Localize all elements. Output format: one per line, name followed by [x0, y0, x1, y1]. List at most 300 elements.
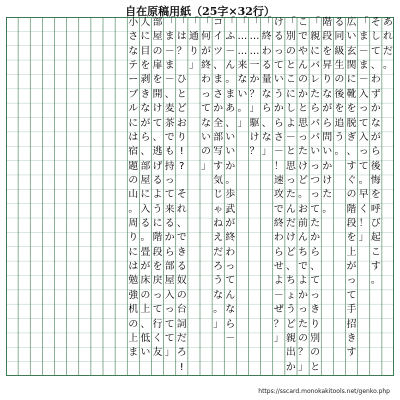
manuscript-char: さ — [213, 88, 224, 100]
manuscript-char: 開 — [152, 88, 163, 100]
manuscript-char: パ — [310, 131, 321, 143]
manuscript-char: で — [176, 232, 187, 244]
manuscript-char: あ — [225, 103, 236, 115]
manuscript-char: 。 — [225, 174, 236, 186]
manuscript-char: い — [322, 146, 333, 158]
manuscript-char: 」 — [273, 332, 284, 344]
manuscript-char: の — [285, 45, 296, 57]
manuscript-column — [67, 17, 79, 376]
manuscript-char: 低 — [140, 332, 151, 344]
manuscript-char: い — [225, 131, 236, 143]
manuscript-char: 昇 — [322, 60, 333, 72]
manuscript-char: ら — [310, 103, 321, 115]
manuscript-char — [176, 60, 188, 74]
manuscript-char: の — [298, 74, 308, 86]
manuscript-char: て — [164, 189, 175, 201]
manuscript-char: か — [285, 361, 296, 373]
manuscript-column — [188, 17, 200, 376]
manuscript-char: 問 — [322, 131, 333, 143]
manuscript-char: た — [298, 146, 308, 158]
manuscript-char: が — [322, 103, 333, 115]
manuscript-char: 麦 — [164, 103, 175, 115]
manuscript-char: だ — [382, 45, 393, 57]
manuscript-column — [200, 17, 212, 376]
manuscript-char: ま — [213, 74, 224, 86]
manuscript-char: 」 — [261, 146, 272, 158]
manuscript-char: 追 — [334, 117, 345, 129]
manuscript-char: レ — [310, 74, 321, 86]
manuscript-char: 奴 — [176, 275, 187, 287]
manuscript-char: っ — [298, 131, 308, 143]
manuscript-char: 、 — [285, 261, 296, 273]
manuscript-char: わ — [225, 246, 236, 258]
manuscript-char: ル — [128, 103, 139, 115]
manuscript-char: 。 — [213, 304, 224, 316]
manuscript-char: ず — [370, 88, 381, 100]
manuscript-char: り — [188, 45, 199, 57]
manuscript-char: り — [128, 232, 139, 244]
manuscript-char: ん — [298, 60, 308, 72]
manuscript-char: 小 — [128, 17, 139, 28]
manuscript-char: き — [140, 88, 151, 100]
manuscript-char: っ — [310, 189, 321, 201]
manuscript-char: ぐ — [346, 174, 357, 186]
manuscript-char: 「 — [261, 17, 272, 28]
manuscript-char: り — [322, 74, 333, 86]
manuscript-char: の — [152, 45, 163, 57]
manuscript-char: 上 — [346, 246, 357, 258]
manuscript-char: か — [298, 88, 308, 100]
manuscript-char: け — [322, 174, 333, 186]
manuscript-char: 上 — [128, 332, 139, 344]
manuscript-char: の — [310, 347, 321, 359]
manuscript-char: に — [310, 45, 321, 57]
manuscript-char: い — [237, 88, 248, 100]
manuscript-char: る — [261, 60, 272, 72]
manuscript-char: ！ — [358, 218, 369, 230]
manuscript-char: 終 — [273, 218, 284, 230]
manuscript-char: 後 — [370, 160, 381, 172]
manuscript-char: 床 — [140, 275, 151, 287]
manuscript-char: て — [201, 103, 211, 115]
manuscript-char: ぜ — [273, 304, 284, 316]
manuscript-char: 部 — [164, 261, 175, 273]
manuscript-char: 詞 — [176, 318, 187, 330]
manuscript-char: て — [152, 304, 163, 316]
manuscript-char: 畳 — [140, 246, 151, 258]
manuscript-char: う — [334, 131, 345, 143]
manuscript-char: ら — [140, 131, 151, 143]
manuscript-char: 、 — [164, 88, 175, 100]
manuscript-char: な — [128, 45, 139, 57]
manuscript-char: 終 — [201, 60, 211, 72]
manuscript-char: ど — [285, 318, 296, 330]
manuscript-char: た — [310, 88, 321, 100]
manuscript-char: ね — [213, 218, 224, 230]
manuscript-char: 入 — [140, 203, 151, 215]
manuscript-char: え — [213, 232, 224, 244]
manuscript-char: だ — [285, 218, 296, 230]
manuscript-char: れ — [176, 203, 187, 215]
manuscript-char: て — [310, 203, 321, 215]
manuscript-char: か — [310, 232, 321, 244]
manuscript-char: 、 — [310, 261, 321, 273]
manuscript-char: 悔 — [370, 174, 381, 186]
manuscript-char: か — [322, 160, 333, 172]
manuscript-char: 目 — [140, 45, 151, 57]
manuscript-char: て — [358, 160, 369, 172]
manuscript-column — [91, 17, 103, 376]
manuscript-char: い — [310, 146, 321, 158]
manuscript-char: 駆 — [249, 117, 260, 129]
manuscript-char: い — [225, 146, 236, 158]
manuscript-char: と — [285, 146, 296, 158]
footer-url: https://sscard.monokakitools.net/genko.php — [258, 388, 390, 395]
manuscript-char: の — [201, 146, 211, 158]
manuscript-char: こ — [285, 74, 296, 86]
manuscript-char: 親 — [285, 332, 296, 344]
manuscript-char: す — [213, 160, 224, 172]
manuscript-char: 行 — [152, 318, 163, 330]
manuscript-char: げ — [152, 160, 163, 172]
manuscript-char: 生 — [334, 60, 345, 72]
manuscript-char: っ — [358, 146, 369, 158]
manuscript-char: 段 — [322, 31, 333, 43]
manuscript-char: か — [249, 74, 260, 86]
manuscript-char: る — [176, 261, 187, 273]
manuscript-char: － — [164, 74, 175, 86]
manuscript-char: 。 — [334, 146, 345, 158]
manuscript-char: 終 — [225, 232, 236, 244]
manuscript-char: 。 — [140, 232, 151, 244]
manuscript-char: 前 — [298, 218, 308, 230]
manuscript-char: と — [285, 60, 296, 72]
manuscript-char: に — [128, 246, 139, 258]
manuscript-char: で — [273, 203, 284, 215]
manuscript-char: っ — [310, 160, 321, 172]
manuscript-char: こ — [298, 17, 308, 28]
manuscript-char: ？ — [176, 45, 187, 57]
manuscript-char: だ — [176, 332, 187, 344]
manuscript-char: 勉 — [128, 275, 139, 287]
manuscript-column — [309, 17, 321, 376]
manuscript-column — [382, 17, 394, 376]
manuscript-column — [236, 17, 248, 376]
manuscript-char: … — [249, 45, 260, 57]
manuscript-char: け — [285, 232, 296, 244]
manuscript-char: 。 — [322, 203, 333, 215]
manuscript-char: き — [346, 332, 357, 344]
manuscript-column — [115, 17, 127, 376]
manuscript-char: け — [298, 160, 308, 172]
manuscript-char: 部 — [152, 17, 163, 28]
manuscript-char: ま — [358, 31, 369, 43]
manuscript-char: す — [346, 347, 357, 359]
manuscript-char: … — [237, 45, 248, 57]
manuscript-char: よ — [285, 117, 296, 129]
manuscript-char: う — [285, 304, 296, 316]
manuscript-char: ろ — [176, 347, 187, 359]
manuscript-char: 」 — [249, 103, 260, 115]
manuscript-char: 終 — [261, 31, 272, 43]
manuscript-char: パ — [310, 117, 321, 129]
manuscript-char: て — [370, 45, 381, 57]
manuscript-char: 歩 — [225, 189, 236, 201]
manuscript-char: い — [346, 31, 357, 43]
manuscript-char: － — [273, 289, 284, 301]
manuscript-char: 、 — [225, 117, 236, 129]
manuscript-char: ど — [285, 246, 296, 258]
manuscript-char: 。 — [298, 189, 308, 201]
manuscript-char: な — [201, 117, 211, 129]
manuscript-column — [164, 17, 176, 376]
manuscript-char: を — [152, 261, 163, 273]
manuscript-char: 同 — [334, 31, 345, 43]
manuscript-char: を — [334, 103, 345, 115]
manuscript-char: さ — [273, 131, 284, 143]
manuscript-char: 階 — [322, 17, 333, 28]
manuscript-char: 出 — [285, 347, 296, 359]
manuscript-char: 攻 — [273, 189, 284, 201]
manuscript-char: て — [225, 275, 236, 287]
manuscript-char: や — [298, 45, 308, 57]
manuscript-char: ぎ — [346, 131, 357, 143]
manuscript-char: 通 — [188, 31, 199, 43]
manuscript-char: 親 — [310, 31, 321, 43]
manuscript-char: な — [237, 74, 248, 86]
manuscript-char: に — [140, 31, 151, 43]
manuscript-char: が — [140, 117, 151, 129]
manuscript-char: ん — [225, 60, 236, 72]
manuscript-column — [273, 17, 285, 376]
manuscript-char: 級 — [334, 45, 345, 57]
manuscript-char: ？ — [273, 318, 284, 330]
manuscript-char: か — [164, 232, 175, 244]
manuscript-char: 、 — [261, 117, 272, 129]
manuscript-char: － — [358, 45, 369, 57]
manuscript-char: 机 — [128, 304, 139, 316]
manuscript-char: い — [273, 74, 284, 86]
manuscript-char: 屋 — [140, 174, 151, 186]
manuscript-char: よ — [273, 275, 284, 287]
manuscript-char: の — [128, 174, 139, 186]
manuscript-column — [42, 17, 54, 376]
manuscript-char: … — [249, 31, 260, 43]
manuscript-char: を — [370, 189, 381, 201]
manuscript-char: か — [225, 160, 236, 172]
manuscript-char: て — [164, 332, 175, 344]
manuscript-char: な — [370, 117, 381, 129]
manuscript-char: 「 — [249, 17, 260, 28]
manuscript-char: 扉 — [152, 60, 163, 72]
manuscript-char: ら — [310, 246, 321, 258]
manuscript-char: し — [285, 103, 296, 115]
manuscript-char: 持 — [164, 160, 175, 172]
manuscript-char: ら — [164, 246, 175, 258]
manuscript-char: た — [310, 218, 321, 230]
manuscript-char: 後 — [334, 88, 345, 100]
manuscript-char: わ — [273, 232, 284, 244]
manuscript-char — [176, 175, 188, 189]
manuscript-char: 。 — [370, 275, 381, 287]
manuscript-char: か — [370, 103, 381, 115]
manuscript-char: す — [346, 160, 357, 172]
manuscript-char: を — [140, 60, 151, 72]
manuscript-char: つ — [310, 174, 321, 186]
manuscript-column — [30, 17, 42, 376]
manuscript-column — [152, 17, 164, 376]
manuscript-char: 。 — [237, 103, 248, 115]
manuscript-char: 写 — [213, 146, 224, 158]
manuscript-char: － — [164, 45, 175, 57]
manuscript-char: っ — [201, 88, 211, 100]
manuscript-column — [103, 17, 115, 376]
manuscript-char: っ — [164, 304, 175, 316]
manuscript-char: は — [128, 131, 139, 143]
manuscript-char: う — [152, 203, 163, 215]
manuscript-char: 山 — [128, 189, 139, 201]
manuscript-column — [333, 17, 345, 376]
manuscript-char: て — [346, 289, 357, 301]
manuscript-char: 」 — [358, 232, 369, 244]
manuscript-char: ま — [225, 88, 236, 100]
manuscript-char: 来 — [237, 60, 248, 72]
manuscript-char: ま — [164, 31, 175, 43]
manuscript-char: す — [370, 261, 381, 273]
manuscript-char: き — [176, 246, 187, 258]
manuscript-char: 、 — [140, 318, 151, 330]
manuscript-char: が — [140, 261, 151, 273]
manuscript-char: て — [152, 117, 163, 129]
manuscript-char: 思 — [298, 117, 308, 129]
manuscript-char: ら — [261, 103, 272, 115]
manuscript-char: の — [128, 318, 139, 330]
manuscript-char: 、 — [176, 218, 187, 230]
manuscript-char: 靴 — [346, 88, 357, 100]
manuscript-char: る — [273, 31, 284, 43]
manuscript-char: 「 — [237, 17, 248, 28]
manuscript-column — [321, 17, 333, 376]
manuscript-char: イ — [213, 31, 224, 43]
manuscript-char: ブ — [128, 88, 139, 100]
manuscript-char: 、 — [140, 146, 151, 158]
manuscript-char: 段 — [346, 218, 357, 230]
manuscript-char: ら — [273, 246, 284, 258]
manuscript-char: ー — [128, 74, 139, 86]
manuscript-char: 「 — [310, 17, 321, 28]
manuscript-char: 段 — [152, 246, 163, 258]
manuscript-char: 」 — [213, 318, 224, 330]
manuscript-char: … — [237, 31, 248, 43]
manuscript-char: 台 — [176, 304, 187, 316]
manuscript-char: っ — [298, 304, 308, 316]
manuscript-char: く — [152, 332, 163, 344]
manuscript-char: か — [298, 289, 308, 301]
manuscript-char: お — [176, 117, 187, 129]
manuscript-char: 武 — [225, 203, 236, 215]
manuscript-char: 広 — [346, 17, 357, 28]
manuscript-char: 。 — [382, 60, 393, 72]
manuscript-char: 入 — [164, 289, 175, 301]
manuscript-column — [79, 17, 91, 376]
manuscript-char: と — [298, 103, 308, 115]
manuscript-char: る — [140, 218, 151, 230]
manuscript-char: － — [273, 146, 284, 158]
manuscript-char: し — [370, 31, 381, 43]
manuscript-char: っ — [346, 275, 357, 287]
manuscript-char: に — [128, 117, 139, 129]
manuscript-char: わ — [201, 74, 211, 86]
manuscript-char: 」 — [237, 117, 248, 129]
manuscript-char: に — [285, 88, 296, 100]
manuscript-char: 宿 — [128, 146, 139, 158]
manuscript-char: 「 — [188, 17, 199, 28]
manuscript-char: ど — [298, 174, 308, 186]
manuscript-char: さ — [128, 31, 139, 43]
manuscript-char: せ — [273, 261, 284, 273]
manuscript-char: な — [261, 131, 272, 143]
manuscript-column — [212, 17, 224, 376]
manuscript-char: の — [140, 289, 151, 301]
manuscript-char: ら — [370, 146, 381, 158]
manuscript-char: － — [358, 74, 369, 86]
manuscript-char: 「 — [358, 17, 369, 28]
manuscript-char: 友 — [152, 347, 163, 359]
manuscript-char: を — [152, 74, 163, 86]
manuscript-char: ! — [179, 361, 184, 373]
manuscript-char: ふ — [225, 31, 236, 43]
manuscript-char: な — [322, 88, 333, 100]
manuscript-char: て — [358, 117, 369, 129]
manuscript-char: 」 — [188, 60, 199, 72]
manuscript-char: の — [176, 289, 187, 301]
manuscript-char: 」 — [164, 347, 175, 359]
manuscript-char: に — [346, 74, 357, 86]
manuscript-char: 、 — [213, 60, 224, 72]
manuscript-char: を — [346, 232, 357, 244]
manuscript-char: で — [164, 131, 175, 143]
manuscript-char: が — [225, 218, 236, 230]
manuscript-char: 呼 — [370, 203, 381, 215]
manuscript-char: り — [310, 318, 321, 330]
manuscript-char: 部 — [213, 131, 224, 143]
manuscript-char: 強 — [128, 289, 139, 301]
manuscript-char: 手 — [346, 304, 357, 316]
manuscript-char: ? — [179, 160, 185, 172]
manuscript-char: そ — [176, 189, 187, 201]
manuscript-char: を — [346, 103, 357, 115]
manuscript-char: ち — [285, 275, 296, 287]
manuscript-char: ょ — [285, 289, 296, 301]
manuscript-char: ！ — [273, 160, 284, 172]
manuscript-char: っ — [225, 261, 236, 273]
manuscript-char: た — [322, 189, 333, 201]
manuscript-char: ？ — [249, 88, 260, 100]
manuscript-char: 一 — [249, 60, 260, 72]
manuscript-char: 招 — [346, 318, 357, 330]
manuscript-char: っ — [164, 174, 175, 186]
manuscript-char: 周 — [128, 218, 139, 230]
manuscript-char: 起 — [370, 232, 381, 244]
manuscript-char: 玄 — [346, 45, 357, 57]
manuscript-char: で — [298, 31, 308, 43]
manuscript-char: い — [140, 347, 151, 359]
manuscript-char: 早 — [358, 189, 369, 201]
manuscript-char: 「 — [164, 17, 175, 28]
manuscript-char: 」 — [201, 160, 211, 172]
manuscript-char: 入 — [358, 88, 369, 100]
manuscript-char: コ — [213, 17, 224, 28]
